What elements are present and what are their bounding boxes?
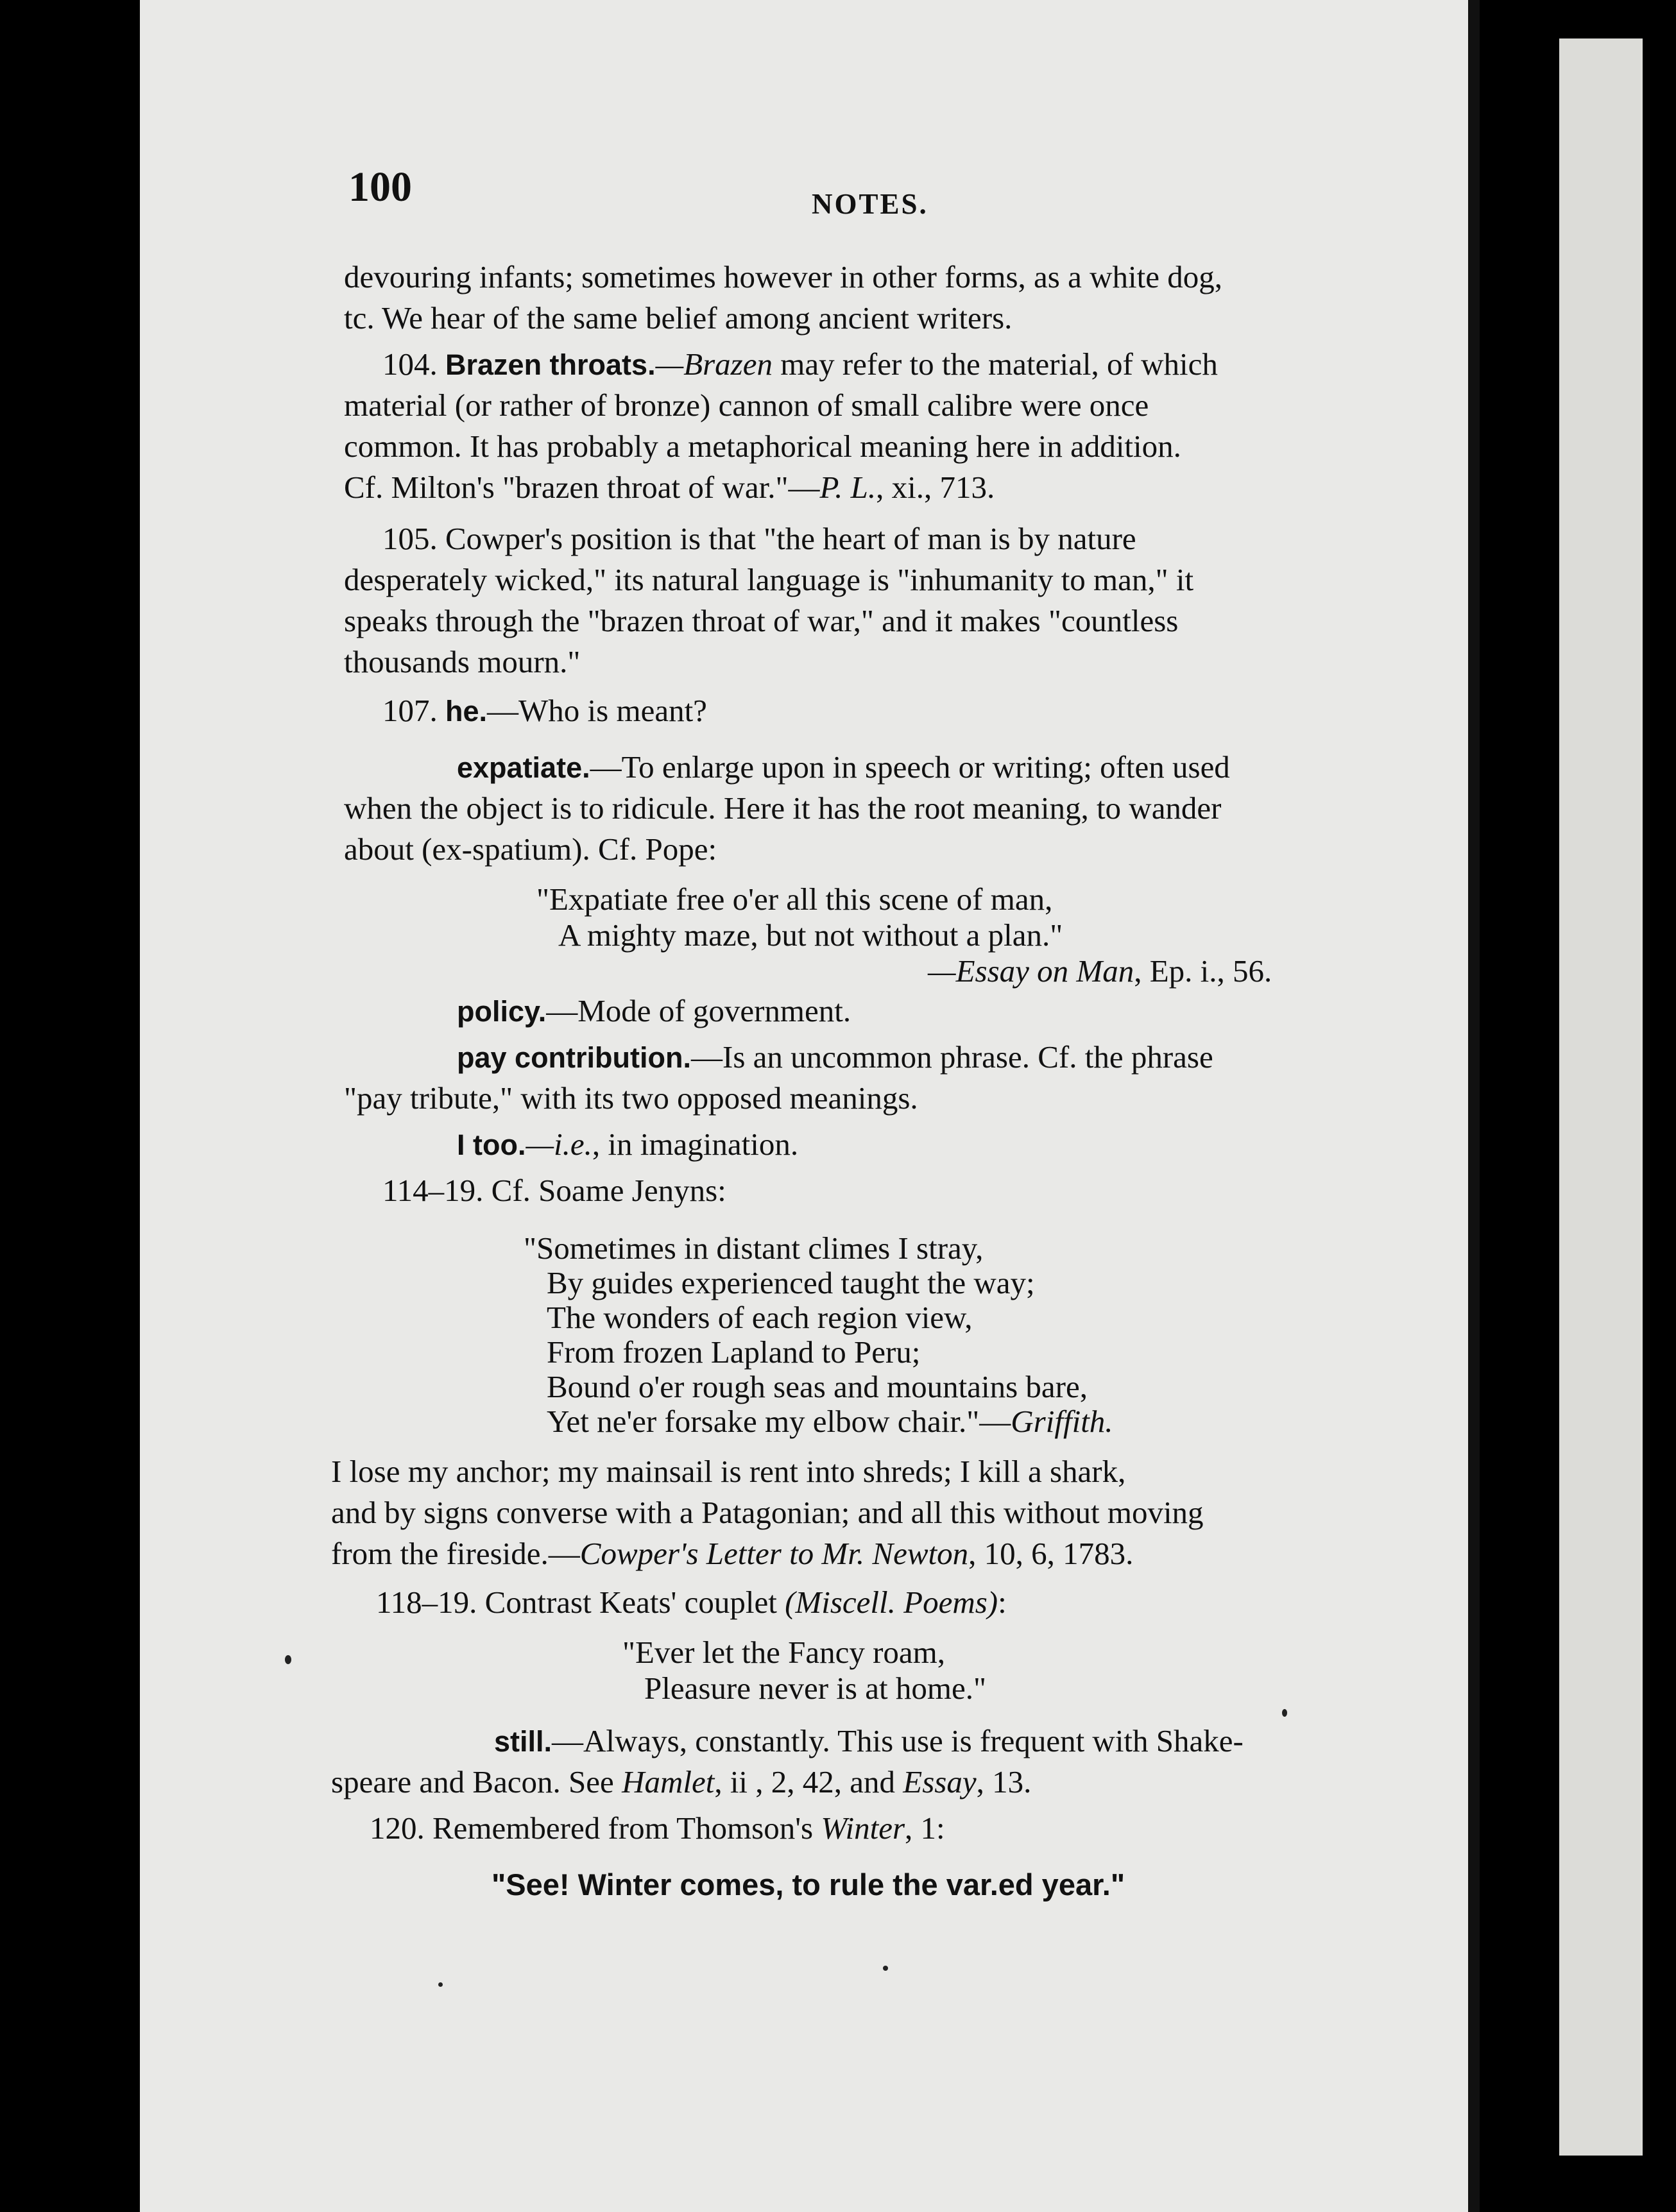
text-line (457, 991, 851, 1032)
citation: Griffith. (1011, 1404, 1113, 1439)
facing-page-edge (1559, 38, 1643, 2156)
text-line (331, 1533, 1133, 1574)
note-text: may refer to the material, of which (780, 346, 1218, 382)
note-104 (382, 344, 1218, 386)
citation: Cowper's Letter to Mr. Newton (579, 1536, 969, 1571)
text-line: thousands mourn." (344, 644, 581, 679)
quote-line: Pleasure never is at home." (644, 1671, 986, 1706)
citation: P. L. (819, 470, 876, 505)
note-text: —Mode of government. (546, 993, 851, 1028)
note-text: 118–19. Contrast Keats' couplet (376, 1585, 785, 1620)
note-text: —Always, constantly. This use is frequent with Shake- (552, 1723, 1244, 1758)
quote-line: Bound o'er rough seas and mountains bare, (547, 1369, 1088, 1404)
text-line: I lose my anchor; my mainsail is rent into shreds; I kill a shark, (331, 1454, 1126, 1489)
italic-term: —Brazen (655, 346, 773, 382)
note-107 (382, 690, 707, 732)
quote-source (928, 951, 1272, 992)
text-line (457, 1037, 1213, 1078)
text-line: when the object is to ridicule. Here it has the root meaning, to wander (344, 790, 1222, 826)
note-text: , 13. (976, 1764, 1032, 1799)
note-114-19: 114–19. Cf. Soame Jenyns: (382, 1173, 726, 1208)
note-120 (370, 1808, 945, 1849)
note-headword: still. (494, 1725, 552, 1758)
quote-line (547, 1401, 1113, 1442)
scan-speck (285, 1655, 291, 1664)
note-text: , 10, 6, 1783. (968, 1536, 1134, 1571)
note-text: —Who is meant? (487, 693, 707, 728)
text-line: devouring infants; sometimes however in other forms, as a white dog, (344, 259, 1222, 294)
note-text: , ii , 2, 42, and (714, 1764, 903, 1799)
note-105: 105. Cowper's position is that "the heart of man is by nature (382, 521, 1136, 556)
quote-line: "Sometimes in distant climes I stray, (524, 1230, 984, 1266)
scan-speck (883, 1966, 888, 1971)
note-headword: I too. (457, 1128, 526, 1161)
page-number: 100 (348, 164, 412, 210)
text-line (457, 747, 1230, 788)
scan-speck (1282, 1709, 1287, 1717)
note-text: —To enlarge upon in speech or writing; often used (590, 749, 1230, 785)
running-head: NOTES. (812, 188, 928, 220)
note-headword: expatiate. (457, 751, 590, 784)
scan-speck (438, 1982, 443, 1987)
quote-line: The wonders of each region view, (547, 1300, 973, 1335)
italic-term: —i.e. (526, 1127, 592, 1162)
quote-line: By guides experienced taught the way; (547, 1265, 1035, 1300)
citation: Winter (821, 1810, 905, 1846)
text-line (331, 1762, 1031, 1803)
note-text: , xi., 713. (876, 470, 995, 505)
citation: (Miscell. Poems) (785, 1585, 998, 1620)
quote-line: A mighty maze, but not without a plan." (558, 917, 1063, 953)
text-line: and by signs converse with a Patagonian; and all this without moving (331, 1495, 1204, 1530)
citation: —Essay on Man (928, 953, 1134, 989)
text-line: "pay tribute," with its two opposed meanings. (344, 1080, 918, 1116)
note-118-19 (376, 1582, 1007, 1623)
text-line: desperately wicked," its natural language is "inhumanity to man," it (344, 562, 1194, 597)
quote-line: From frozen Lapland to Peru; (547, 1334, 921, 1370)
quote-line: "Expatiate free o'er all this scene of man, (536, 881, 1053, 917)
note-text: speare and Bacon. See (331, 1764, 622, 1799)
note-text: from the fireside.— (331, 1536, 580, 1571)
text-line: tc. We hear of the same belief among ancient writers. (344, 300, 1013, 336)
note-text: , in imagination. (592, 1127, 799, 1162)
note-headword: he. (445, 695, 488, 727)
note-text: : (998, 1585, 1007, 1620)
quote-line: "Ever let the Fancy roam, (622, 1635, 946, 1670)
text-line: about (ex-spatium). Cf. Pope: (344, 831, 717, 867)
note-headword: Brazen throats. (445, 348, 656, 381)
note-text: 120. Remembered from Thomson's (370, 1810, 821, 1846)
note-headword: policy. (457, 995, 547, 1028)
text-line: speaks through the "brazen throat of war," and it makes "countless (344, 603, 1179, 638)
text-line: material (or rather of bronze) cannon of small calibre were once (344, 387, 1149, 423)
text-line (457, 1124, 798, 1166)
note-text: , 1: (905, 1810, 945, 1846)
note-number: 104. (382, 346, 438, 382)
note-text: Yet ne'er forsake my elbow chair."— (547, 1404, 1011, 1439)
page-gutter (1468, 0, 1480, 2212)
text-line: common. It has probably a metaphorical meaning here in addition. (344, 429, 1181, 464)
note-number: 107. (382, 693, 438, 728)
note-text: Cf. Milton's "brazen throat of war."— (344, 470, 820, 505)
text-line (344, 467, 995, 508)
note-headword: pay contribution. (457, 1041, 691, 1074)
text-line (494, 1721, 1244, 1762)
note-text: , Ep. i., 56. (1134, 953, 1272, 989)
note-text: —Is an uncommon phrase. Cf. the phrase (691, 1039, 1213, 1075)
citation: Hamlet (622, 1764, 715, 1799)
quote-line: "See! Winter comes, to rule the var.ed year." (492, 1867, 1125, 1901)
citation: Essay (903, 1764, 977, 1799)
